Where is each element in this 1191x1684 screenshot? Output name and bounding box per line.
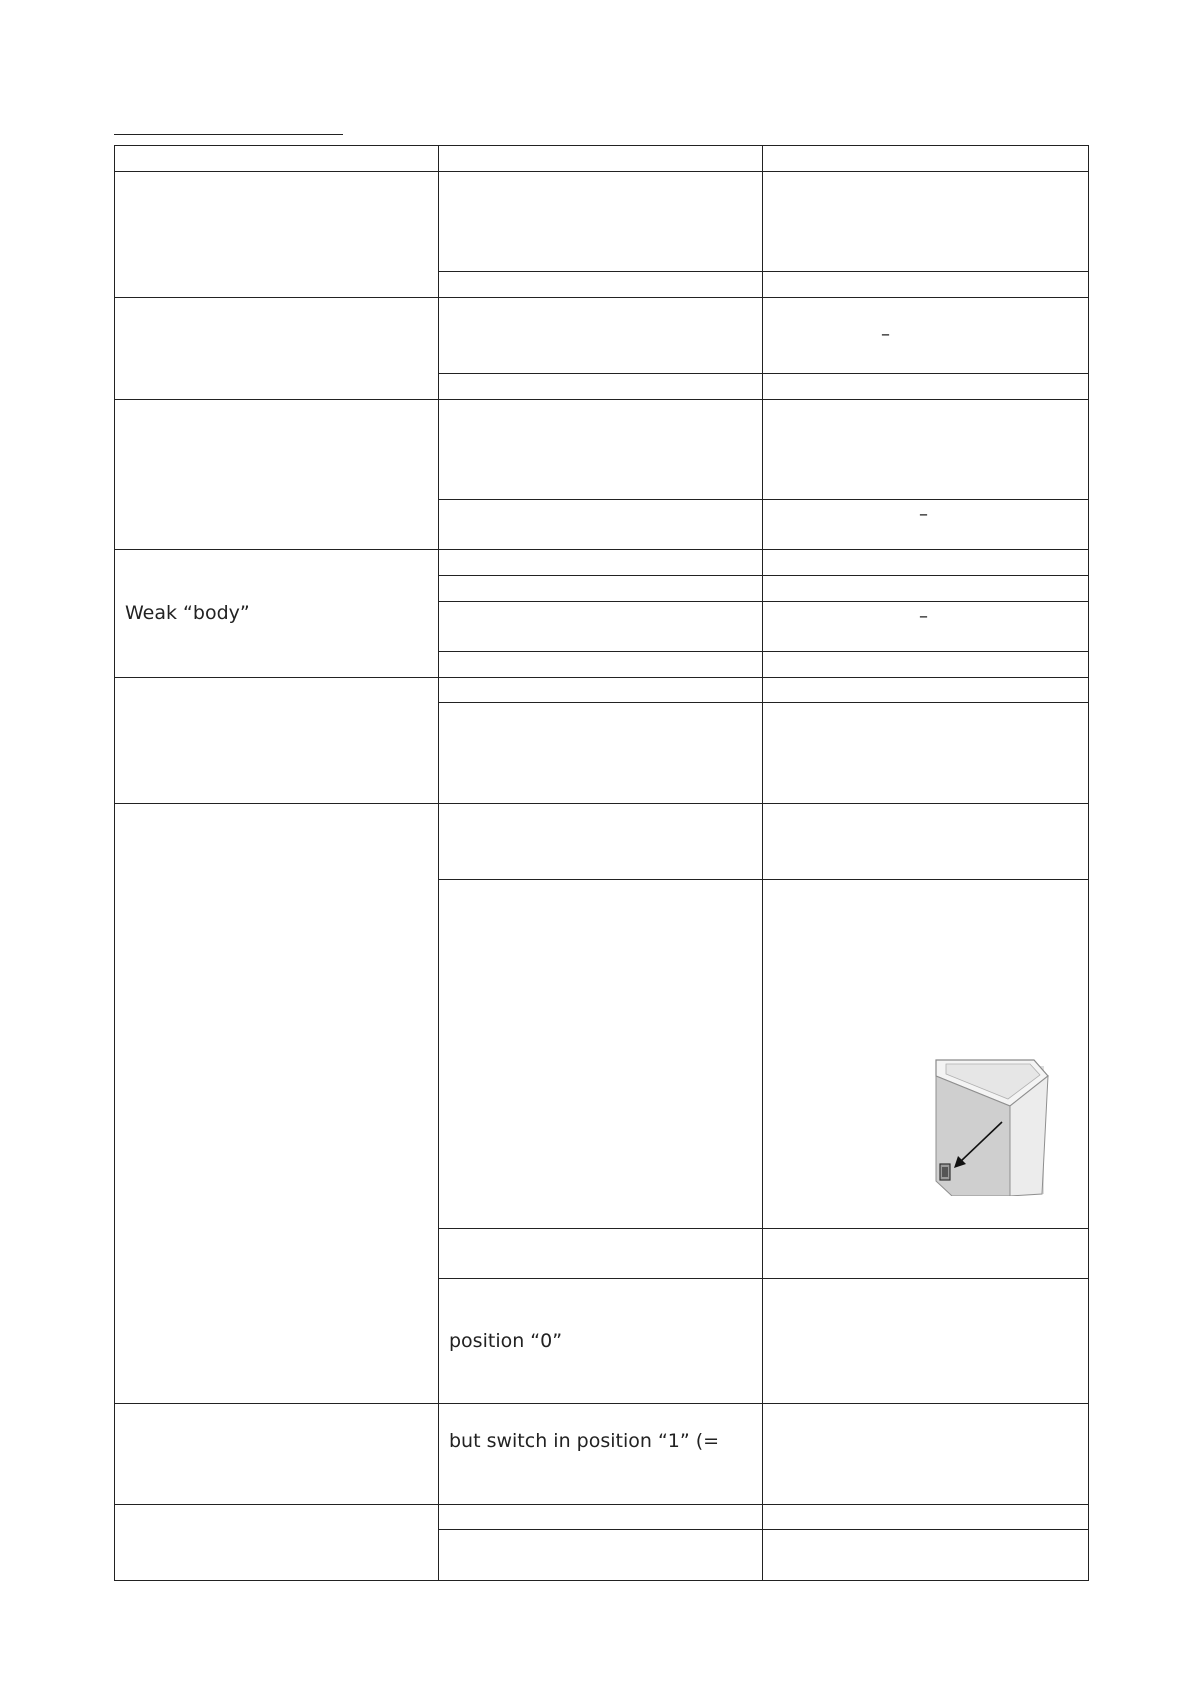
problem-cell <box>115 298 439 400</box>
table-row <box>115 1505 1089 1530</box>
cause-cell <box>439 1279 763 1404</box>
cause-cell <box>439 400 763 500</box>
table-row <box>115 400 1089 500</box>
solution-cell <box>763 1279 1089 1404</box>
solution-cell <box>763 703 1089 804</box>
cause-cell <box>439 272 763 298</box>
problem-cell <box>115 400 439 550</box>
solution-cell <box>763 298 1089 374</box>
table-row <box>115 172 1089 272</box>
solution-cell <box>763 880 1089 1229</box>
cause-cell <box>439 804 763 880</box>
solution-cell <box>763 602 1089 652</box>
solution-cell <box>763 400 1089 500</box>
cause-cell <box>439 1229 763 1279</box>
problem-cell <box>115 550 439 678</box>
problem-cell <box>115 1404 439 1505</box>
problem-cell <box>115 1505 439 1581</box>
switch-off-label: position “0” <box>449 1329 563 1352</box>
solution-cell <box>763 272 1089 298</box>
cause-cell <box>439 703 763 804</box>
cause-cell <box>439 374 763 400</box>
table-row <box>115 1404 1089 1505</box>
cause-cell <box>439 550 763 576</box>
weak-body-label: Weak “body” <box>125 602 250 624</box>
solution-cell <box>763 374 1089 400</box>
solution-cell <box>763 1530 1089 1581</box>
header-cell <box>439 146 763 172</box>
table-row <box>115 550 1089 576</box>
solution-cell <box>763 652 1089 678</box>
table-header-row <box>115 146 1089 172</box>
cause-cell <box>439 1505 763 1530</box>
solution-cell <box>763 804 1089 880</box>
cause-cell <box>439 500 763 550</box>
dash-mark: – <box>919 504 928 525</box>
troubleshooting-table <box>114 145 1089 1581</box>
solution-cell <box>763 1404 1089 1505</box>
problem-cell <box>115 172 439 298</box>
cause-cell <box>439 576 763 602</box>
cause-cell <box>439 880 763 1229</box>
solution-cell <box>763 1229 1089 1279</box>
heading-underline <box>114 134 343 135</box>
cause-cell <box>439 602 763 652</box>
dash-mark: – <box>919 606 928 627</box>
problem-cell <box>115 678 439 804</box>
solution-cell <box>763 550 1089 576</box>
solution-cell <box>763 576 1089 602</box>
switch-on-label: but switch in position “1” (= <box>449 1430 720 1452</box>
solution-cell <box>763 678 1089 703</box>
solution-cell <box>763 1505 1089 1530</box>
table-row <box>115 298 1089 374</box>
cause-cell <box>439 1530 763 1581</box>
solution-cell <box>763 500 1089 550</box>
cause-cell <box>439 172 763 272</box>
solution-cell <box>763 172 1089 272</box>
table-row <box>115 678 1089 703</box>
header-cell <box>763 146 1089 172</box>
cause-cell <box>439 652 763 678</box>
table-row <box>115 804 1089 880</box>
dash-mark: – <box>881 324 890 345</box>
cause-cell <box>439 678 763 703</box>
problem-cell <box>115 804 439 1404</box>
cause-cell <box>439 298 763 374</box>
header-cell <box>115 146 439 172</box>
appliance-with-switch-illustration <box>926 1056 1056 1196</box>
cause-cell <box>439 1404 763 1505</box>
